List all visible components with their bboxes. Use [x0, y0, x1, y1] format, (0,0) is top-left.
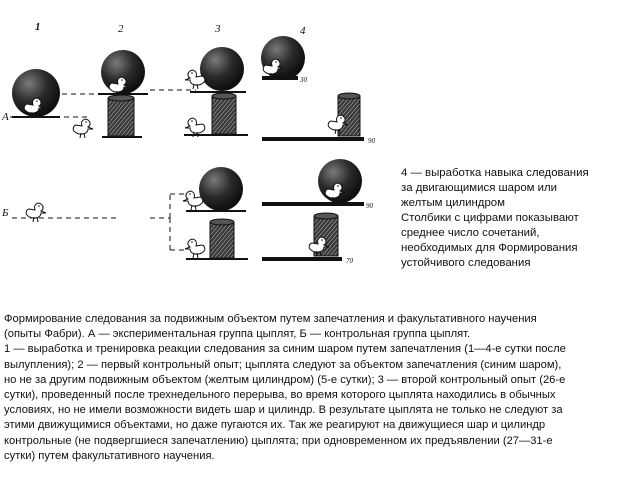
- phase2-cylinder: [102, 95, 142, 137]
- bar-num-a-ball: 30: [300, 76, 307, 84]
- phase-label-3: 3: [215, 23, 221, 35]
- phase3-ball: [185, 47, 246, 92]
- caption-line: вылупления); 2 — первый контрольный опыт; цыплята следуют за объектом запечатления (синим шаром),: [4, 358, 562, 371]
- phase-label-4: 4: [300, 25, 306, 37]
- side-note-line: 4 — выработка навыка следования: [401, 167, 589, 179]
- caption-line: контрольные (не подвергшиеся запечатлению) цыплята; при одновременном их предъявлении (27—31-е: [4, 434, 553, 447]
- bar-num-b-cylinder: 70: [346, 257, 353, 265]
- caption-line: 1 — выработка и тренировка реакции следования за синим шаром путем запечатления (1—4-е сутки после: [4, 343, 566, 356]
- chick-b1: [26, 203, 46, 222]
- phase-label-2: 2: [118, 23, 124, 35]
- bar-num-b-ball: 90: [366, 202, 373, 210]
- phase4-cylinder: [328, 93, 360, 136]
- caption-line: сутки), проведенный после трехнедельного перерыва, во время которого цыплята находились в обычных: [4, 389, 556, 402]
- bar-b-cylinder: [262, 257, 342, 261]
- chick-a2: [73, 119, 93, 138]
- bar-num-a-cylinder: 90: [368, 137, 375, 145]
- phase4-ball: [261, 36, 305, 80]
- bar-b-ball: [262, 202, 364, 206]
- side-note-line: необходимых для Формирования: [401, 242, 578, 254]
- caption-line: условиях, но не имели возможности видеть шар и цилиндр. В результате цыплята не только не следуют за: [4, 404, 563, 417]
- row-label-b: Б: [2, 207, 9, 219]
- phase2-ball: [98, 50, 148, 96]
- side-note-line: за двигающимися шаром или: [401, 182, 558, 194]
- phase4b-ball: [318, 159, 362, 203]
- branch-b: [150, 194, 170, 250]
- row-label-a: А: [2, 111, 9, 123]
- phase3b-ball: [183, 167, 246, 211]
- phase-label-1: 1: [35, 21, 41, 33]
- phase1-ball: [12, 69, 60, 117]
- caption-line: Формирование следования за подвижным объектом путем запечатления и факультативного научения: [4, 313, 537, 325]
- experiment-figure: [0, 0, 400, 300]
- caption-line: сутки) путем факультативного научения.: [4, 449, 215, 462]
- side-note-line: желтым цилиндром: [401, 197, 505, 209]
- side-note-line: среднее число сочетаний,: [401, 227, 540, 239]
- side-note-line: устойчивого следования: [401, 257, 531, 269]
- phase4b-cylinder: [309, 213, 338, 256]
- caption-line: но не за другим подвижным объектом (желтым цилиндром) (5-е сутки); 3 — второй контрольный опыт (26-е: [4, 373, 566, 386]
- bar-a-cylinder: [262, 137, 364, 141]
- side-note-line: Столбики с цифрами показывают: [401, 212, 579, 224]
- bar-a-ball: [262, 76, 298, 80]
- side-note: [401, 166, 633, 271]
- figure-caption: [4, 312, 636, 464]
- caption-line: (опыты Фабри). А — экспериментальная группа цыплят, Б — контрольная группа цыплят.: [4, 328, 471, 341]
- caption-line: этими движущимися объектами, но даже пугаются их. Так же реагируют на движущиеся шар и цилиндр: [4, 419, 546, 432]
- phase3b-cylinder: [185, 219, 248, 259]
